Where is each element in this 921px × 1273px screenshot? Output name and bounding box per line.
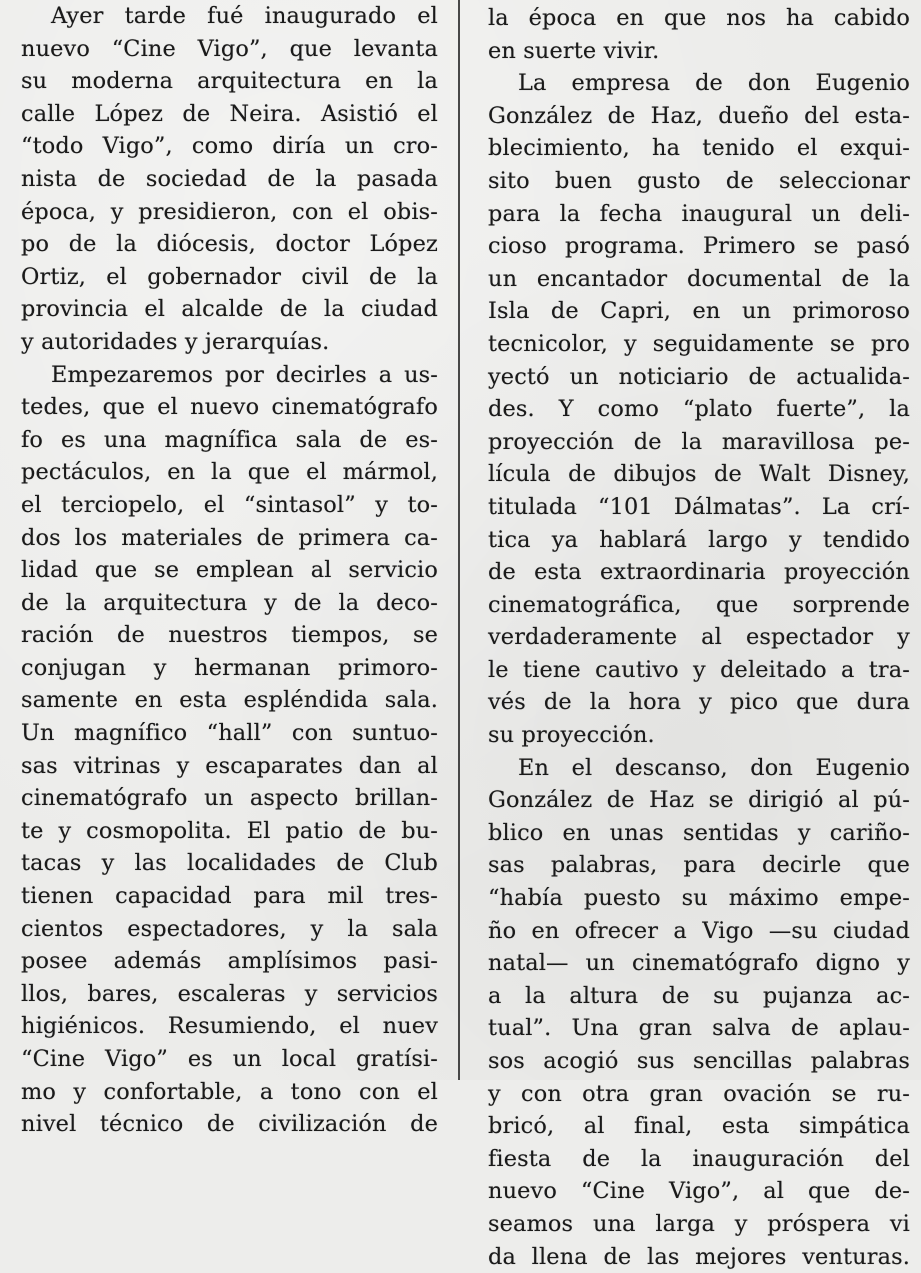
text-line: blico en unas sentidas y cariño- (488, 819, 910, 846)
text-line: pectáculos, en la que el mármol, (21, 459, 438, 486)
text-line: su proyección. (488, 722, 655, 749)
text-line: fo es una magnífica sala de es- (21, 426, 438, 453)
text-line: lidad que se emplean al servicio (21, 557, 438, 584)
text-line: des. Y como “plato fuerte”, la (488, 396, 910, 423)
text-line: cinematográfica, que sorprende (488, 591, 910, 618)
text-line: y autoridades y jerarquías. (21, 328, 330, 355)
text-line: La empresa de don Eugenio (518, 70, 910, 97)
text-line: tienen capacidad para mil tres- (21, 883, 438, 910)
text-line: dos los materiales de primera ca- (21, 524, 438, 551)
text-line: nivel técnico de civilización de (21, 1111, 438, 1138)
text-line: su moderna arquitectura en la (21, 68, 438, 95)
text-line: sas vitrinas y escaparates dan al (21, 752, 438, 779)
text-line: proyección de la maravillosa pe- (488, 428, 910, 455)
text-line: tual”. Una gran salva de aplau- (488, 1015, 910, 1042)
text-line: Un magnífico “hall” con suntuo- (21, 720, 438, 747)
text-line: la época en que nos ha cabido (488, 5, 910, 31)
text-line: te y cosmopolita. El patio de bu- (21, 817, 438, 844)
text-line: cinematógrafo un aspecto brillan- (21, 785, 438, 812)
text-line: de esta extraordinaria proyección (488, 559, 910, 586)
text-line: samente en esta espléndida sala. (21, 687, 438, 714)
text-line: nuevo “Cine Vigo”, que levanta (21, 35, 438, 62)
column-divider (458, 0, 460, 1080)
text-line: el terciopelo, el “sintasol” y to- (21, 491, 438, 518)
text-line: bricó, al final, esta simpática (488, 1113, 910, 1140)
text-line: En el descanso, don Eugenio (518, 754, 910, 781)
text-line: para la fecha inaugural un deli- (488, 200, 910, 227)
text-line: calle López de Neira. Asistió el (21, 100, 438, 127)
text-line: un encantador documental de la (488, 265, 910, 292)
text-line: llos, bares, escaleras y servicios (21, 980, 438, 1007)
text-line: ño en ofrecer a Vigo —su ciudad (488, 917, 910, 944)
text-line: higiénicos. Resumiendo, el nuev (21, 1013, 438, 1040)
text-line: provincia el alcalde de la ciudad (21, 296, 438, 323)
text-line: época, y presidieron, con el obis- (21, 198, 438, 225)
text-line: “Cine Vigo” es un local gratísi- (21, 1046, 438, 1072)
text-line: titulada “101 Dálmatas”. La crí- (488, 493, 910, 520)
text-line: Isla de Capri, en un primoroso (488, 298, 910, 325)
text-line: en suerte vivir. (488, 37, 660, 64)
text-line: nuevo “Cine Vigo”, al que de- (488, 1178, 910, 1205)
text-line: blecimiento, ha tenido el exqui- (488, 135, 910, 162)
text-line: tecnicolor, y seguidamente se pro (488, 330, 910, 357)
text-line: Ortiz, el gobernador civil de la (21, 263, 438, 290)
text-line: Empezaremos por decirles a us- (51, 361, 438, 388)
text-line: González de Haz se dirigió al pú- (488, 787, 910, 814)
text-line: posee además amplísimos pasi- (21, 948, 438, 975)
text-line: sos acogió sus sencillas palabras (488, 1048, 910, 1074)
text-line: nista de sociedad de la pasada (21, 165, 438, 192)
article-column-right (488, 0, 910, 1273)
text-line: sito buen gusto de seleccionar (488, 167, 910, 194)
text-line: “había puesto su máximo empe- (488, 885, 910, 912)
text-line: ración de nuestros tiempos, se (21, 622, 438, 649)
text-line: sas palabras, para decirle que (488, 852, 910, 879)
text-line: da llena de las mejores venturas. (488, 1243, 910, 1270)
text-line: vés de la hora y pico que dura (488, 689, 910, 716)
text-line: “todo Vigo”, como diría un cro- (21, 133, 438, 160)
text-line: fiesta de la inauguración del (488, 1145, 910, 1172)
text-line: yectó un noticiario de actualida- (488, 363, 910, 390)
text-line: y con otra gran ovación se ru- (488, 1080, 910, 1107)
text-line: natal— un cinematógrafo digno y (488, 950, 910, 977)
text-line: cioso programa. Primero se pasó (488, 233, 910, 260)
text-line: lícula de dibujos de Walt Disney, (488, 461, 910, 488)
text-line: tedes, que el nuevo cinematógrafo (21, 394, 438, 421)
text-line: Ayer tarde fué inaugurado el (51, 3, 438, 29)
text-line: verdaderamente al espectador y (488, 624, 910, 651)
text-line: conjugan y hermanan primoro- (21, 654, 438, 681)
text-line: mo y confortable, a tono con el (21, 1078, 438, 1105)
text-line: po de la diócesis, doctor López (21, 231, 438, 258)
text-line: le tiene cautivo y deleitado a tra- (488, 656, 910, 683)
text-line: tica ya hablará largo y tendido (488, 526, 910, 553)
text-line: cientos espectadores, y la sala (21, 915, 438, 942)
text-line: seamos una larga y próspera vi (488, 1210, 910, 1237)
text-line: tacas y las localidades de Club (21, 850, 438, 877)
text-line: de la arquitectura y de la deco- (21, 589, 438, 616)
text-line: a la altura de su pujanza ac- (488, 982, 910, 1009)
text-line: González de Haz, dueño del esta- (488, 102, 910, 129)
article-column-left (21, 0, 438, 1141)
